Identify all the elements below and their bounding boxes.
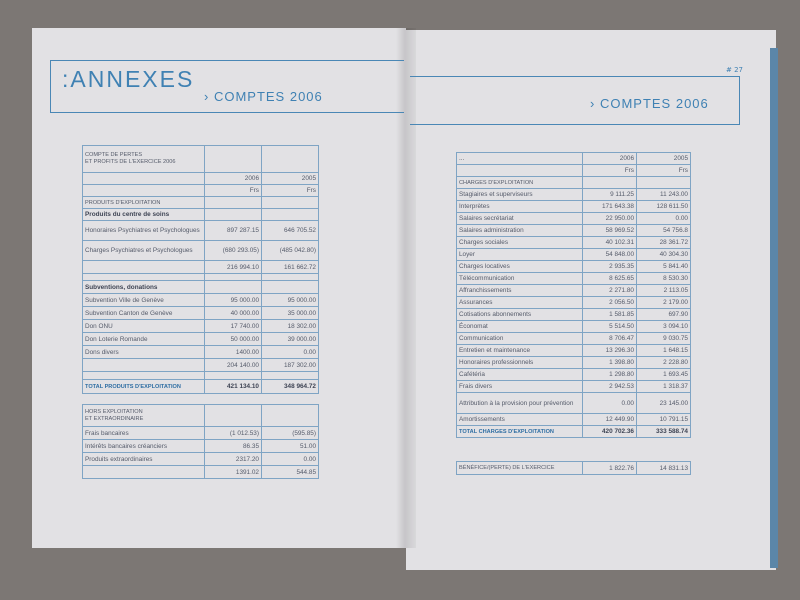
unit-label: Frs <box>205 185 262 197</box>
table-heading: COMPTE DE PERTES ET PROFITS DE L'EXERCICE 2006 <box>83 146 205 173</box>
table-row: Amortissements 12 449.90 10 791.15 <box>457 414 691 426</box>
total-row: TOTAL PRODUITS D'EXPLOITATION 421 134.10 348 964.72 <box>83 380 319 394</box>
table-row: Assurances 2 056.50 2 179.00 <box>457 297 691 309</box>
table-row: Subvention Ville de Genève 95 000.00 95 000.00 <box>83 294 319 307</box>
table-row: Cafétéria 1 298.80 1 693.45 <box>457 369 691 381</box>
subtotal-row: 216 994.10 161 662.72 <box>83 261 319 274</box>
year-2006: 2006 <box>583 153 637 165</box>
table-row: Dons divers 1400.00 0.00 <box>83 346 319 359</box>
table-row: Interprètes 171 643.38 128 611.50 <box>457 201 691 213</box>
book-spine <box>396 28 416 548</box>
charges-table <box>456 152 691 438</box>
page-title: :ANNEXES <box>62 66 195 92</box>
non-operating-table <box>82 404 319 479</box>
table-row: Subvention Canton de Genève 40 000.00 35 000.00 <box>83 307 319 320</box>
left-header-edge <box>50 60 51 112</box>
year-2006: 2006 <box>205 173 262 185</box>
left-header-top-rule <box>50 60 404 61</box>
table-row: Frais bancaires (1 012.53) (595.85) <box>83 427 319 440</box>
left-subtitle: › COMPTES 2006 <box>204 89 323 104</box>
right-header-bottom-rule <box>410 124 740 125</box>
table-row: Affranchissements 2 271.80 2 113.05 <box>457 285 691 297</box>
table-heading: HORS EXPLOITATION ET EXTRAORDINAIRE <box>83 405 205 427</box>
table-row: Loyer 54 848.00 40 304.30 <box>457 249 691 261</box>
year-2005: 2005 <box>262 173 319 185</box>
subtotal-row: 204 140.00 187 302.00 <box>83 359 319 372</box>
table-row: Attribution à la provision pour prévention 0.00 23 145.00 <box>457 393 691 414</box>
profit-loss-table <box>82 145 319 394</box>
table-row: Honoraires professionnels 1 398.80 2 228.80 <box>457 357 691 369</box>
left-header-bottom-rule <box>50 112 404 113</box>
table-row: Télécommunication 8 625.65 8 530.30 <box>457 273 691 285</box>
unit-label: Frs <box>262 185 319 197</box>
heading-dots: ... <box>457 153 583 165</box>
table-row: Don Loterie Romande 50 000.00 39 000.00 <box>83 333 319 346</box>
unit-label: Frs <box>583 165 637 177</box>
table-row: Charges sociales 40 102.31 28 361.72 <box>457 237 691 249</box>
table-row: Produits extraordinaires 2317.20 0.00 <box>83 453 319 466</box>
section-label: CHARGES D'EXPLOITATION <box>457 177 583 189</box>
result-table <box>456 461 691 475</box>
unit-label: Frs <box>637 165 691 177</box>
table-row: Honoraires Psychiatres et Psychologues 897 287.15 646 705.52 <box>83 221 319 241</box>
group-title: Produits du centre de soins <box>83 209 205 221</box>
right-header-top-rule <box>410 76 740 77</box>
group-title: Subventions, donations <box>83 281 205 294</box>
table-row: Don ONU 17 740.00 18 302.00 <box>83 320 319 333</box>
right-subtitle: › COMPTES 2006 <box>590 96 709 111</box>
result-row: BÉNÉFICE/(PERTE) DE L'EXERCICE 1 822.76 14 831.13 <box>457 462 691 475</box>
table-row: Charges locatives 2 935.35 5 841.40 <box>457 261 691 273</box>
total-row: TOTAL CHARGES D'EXPLOITATION 420 702.36 333 588.74 <box>457 426 691 438</box>
table-row: Salaires administration 58 969.52 54 756.8 <box>457 225 691 237</box>
page-number: # 27 <box>726 66 743 74</box>
table-row: Communication 8 706.47 9 030.75 <box>457 333 691 345</box>
cover-edge <box>770 48 778 568</box>
right-header-edge <box>739 76 740 125</box>
table-row: Frais divers 2 942.53 1 318.37 <box>457 381 691 393</box>
table-row: Cotisations abonnements 1 581.85 697.90 <box>457 309 691 321</box>
table-row: Entretien et maintenance 13 296.30 1 648.15 <box>457 345 691 357</box>
table-row: Économat 5 514.50 3 094.10 <box>457 321 691 333</box>
table-row: Stagiaires et superviseurs 9 111.25 11 243.00 <box>457 189 691 201</box>
subtotal-row: 1391.02 544.85 <box>83 466 319 479</box>
table-row: Charges Psychiatres et Psychologues (680 293.05) (485 042.80) <box>83 241 319 261</box>
table-row: Intérêts bancaires créanciers 86.35 51.00 <box>83 440 319 453</box>
section-label: PRODUITS D'EXPLOITATION <box>83 197 205 209</box>
year-2005: 2005 <box>637 153 691 165</box>
table-row: Salaires secrétariat 22 950.00 0.00 <box>457 213 691 225</box>
